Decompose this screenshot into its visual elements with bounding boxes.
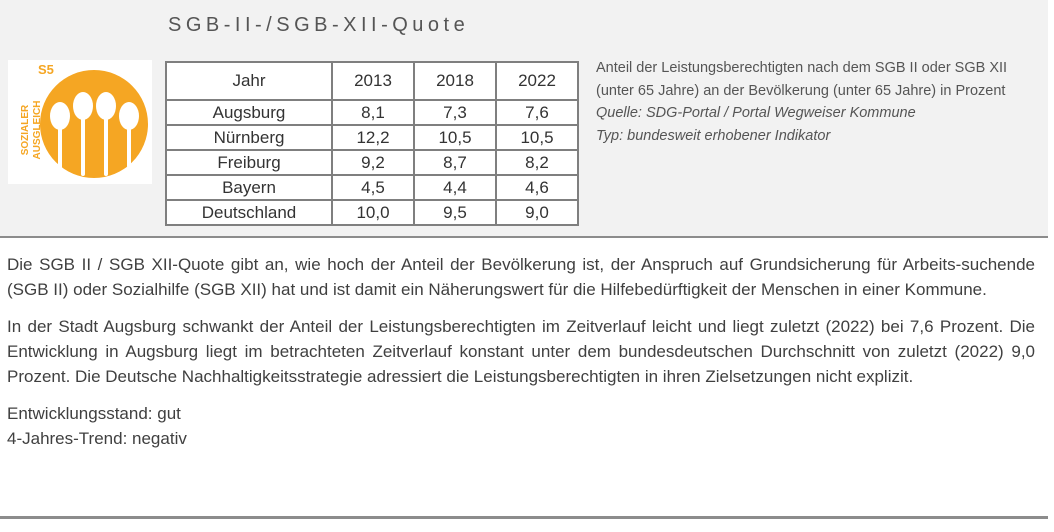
sozialer-ausgleich-logo [8, 60, 152, 184]
divider-top [0, 236, 1048, 238]
value-cell: 10,0 [332, 200, 414, 225]
type-note: Typ: bundesweit erhobener Indikator [596, 127, 831, 144]
logo-code: S5 [38, 62, 54, 77]
value-cell: 10,5 [496, 125, 578, 150]
status-block [7, 401, 1035, 451]
region-cell: Freiburg [166, 150, 332, 175]
value-cell: 4,4 [414, 175, 496, 200]
logo-text-line1: SOZIALER [20, 104, 31, 156]
region-cell: Augsburg [166, 100, 332, 125]
header-cell: Jahr [166, 62, 332, 100]
header-cell: 2022 [496, 62, 578, 100]
region-cell: Nürnberg [166, 125, 332, 150]
source-note: Quelle: SDG-Portal / Portal Wegweiser Kommune [596, 105, 916, 121]
indicator-description [596, 57, 1021, 147]
value-cell: 9,2 [332, 150, 414, 175]
table-row [166, 100, 578, 125]
description-text: Anteil der Leistungsberechtigten nach dem SGB II oder SGB XII (unter 65 Jahre) an der Bevölkerung (unter 65 Jahre) in Prozent [596, 60, 1008, 99]
region-cell: Deutschland [166, 200, 332, 225]
value-cell: 12,2 [332, 125, 414, 150]
value-cell: 4,5 [332, 175, 414, 200]
divider-bottom [0, 516, 1048, 519]
value-cell: 9,5 [414, 200, 496, 225]
table-row [166, 150, 578, 175]
value-cell: 4,6 [496, 175, 578, 200]
value-cell: 7,3 [414, 100, 496, 125]
logo-text-line2: AUSGLEICH [32, 100, 43, 160]
header-cell: 2018 [414, 62, 496, 100]
table-header-row [166, 62, 578, 100]
value-cell: 7,6 [496, 100, 578, 125]
value-cell: 8,1 [332, 100, 414, 125]
paragraph: Die SGB II / SGB XII-Quote gibt an, wie hoch der Anteil der Bevölkerung ist, der Anspruch auf Grundsicherung für Arbeits-suchende (SGB II) oder Sozialhilfe (SGB XII) hat und ist damit ein Näherungswert für die Hilfebedürftigkeit der Menschen in einer Kommune. [7, 255, 1035, 299]
value-cell: 8,2 [496, 150, 578, 175]
logo-graphic [8, 60, 152, 184]
table-row [166, 200, 578, 225]
value-cell: 8,7 [414, 150, 496, 175]
table-row [166, 125, 578, 150]
value-cell: 9,0 [496, 200, 578, 225]
table-row [166, 175, 578, 200]
trend-label: 4-Jahres-Trend: negativ [7, 429, 187, 448]
value-cell: 10,5 [414, 125, 496, 150]
body-text [7, 252, 1035, 451]
paragraph: In der Stadt Augsburg schwankt der Anteil der Leistungsberechtigten im Zeitverlauf leicht und liegt zuletzt (2022) bei 7,6 Prozent. Die Entwicklung in Augsburg liegt im betrachteten Zeitverlauf konstant unter dem bundesdeutschen Durchschnitt von zuletzt (2022) 9,0 Prozent. Die Deutsche Nachhaltigkeitsstrategie adressiert die Leistungsberechtigten in ihren Zielsetzungen nicht explizit. [7, 317, 1035, 386]
region-cell: Bayern [166, 175, 332, 200]
entwicklungsstand-label: Entwicklungsstand: gut [7, 404, 181, 423]
page-title: SGB-II-/SGB-XII-Quote [168, 14, 470, 36]
header-cell: 2013 [332, 62, 414, 100]
indicator-table [165, 61, 579, 226]
